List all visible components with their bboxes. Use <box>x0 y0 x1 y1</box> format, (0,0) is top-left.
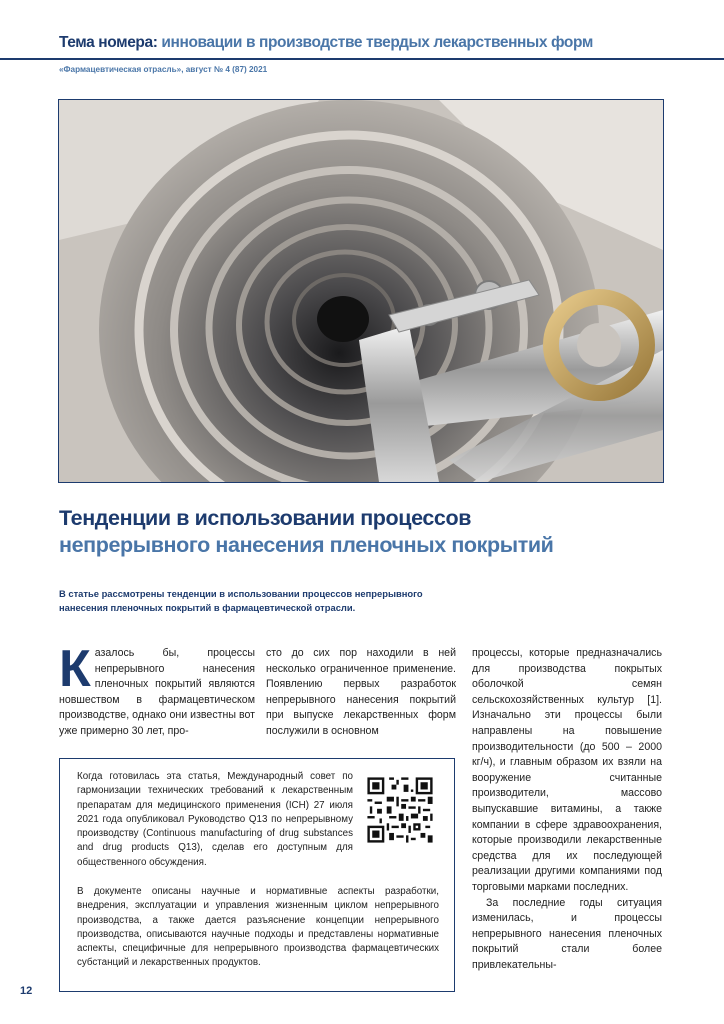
body-column-3 <box>472 646 662 973</box>
article-title-line2: непрерывного нанесения пленочных покрытий <box>59 533 554 557</box>
article-title-line1: Тенденции в использовании процессов <box>59 506 472 530</box>
header-rule <box>0 58 724 60</box>
body-column-1 <box>59 640 255 740</box>
section-topic-label: Тема номера: <box>59 34 158 51</box>
section-header <box>59 34 593 52</box>
section-topic-value: инновации в производстве твердых лекарственных форм <box>161 34 593 51</box>
coating-drum-illustration <box>59 100 663 482</box>
sidebar-text-1: Когда готовилась эта статья, Международный совет по гармонизации технических требований к лекарственным препаратам для медицинского применения (ICH) 27 июля 2021 года опубликовал Руководство Q13 по непрерывному производству (Continuous manufacturing of drug substances and drug products Q13), сделав его доступным для общественного обсуждения. <box>77 771 353 868</box>
body-column-3-paragraph-1: процессы, которые предназначались для производства покрытых оболочкой семян сельскохозяйственных культур [1]. Изначально эти процессы были направлены на повышение производительности (до 500 – 2000 кг/ч), и главным образом их взяли на вооружение считанные производители, массово выпускавшие витамины, а также компании в сфере здравоохранения, которые производили лекарственные средства для их последующей реализации другими компаниями под торговыми марками последних. <box>472 647 662 893</box>
sidebar-text-2: В документе описаны научные и нормативные аспекты разработки, внедрения, эксплуатации и управления жизненным циклом непрерывного производства, а также дается разъяснение концепции непрерывного производства, описываются научные подходы и представлены нормативные аспекты, специфичные для непрерывного производства фармацевтических субстанций и лекарственных продуктов. <box>77 886 439 969</box>
drop-cap: К <box>59 640 91 698</box>
article-lead: В статье рассмотрены тенденции в использовании процессов непрерывного нанесения пленочных покрытий в фармацевтической отрасли. <box>59 588 423 613</box>
body-column-2: сто до сих пор находили в ней несколько ограниченное применение. Появлению первых разработок непрерывного нанесения покрытий при выпуске лекарственных форм послужили в основном <box>266 647 456 737</box>
article-title <box>59 505 679 559</box>
journal-issue: «Фармацевтическая отрасль», август № 4 (87) 2021 <box>59 65 268 74</box>
body-column-1-text: азалось бы, процессы непрерывного нанесения пленочных покрытий являются новшеством в фармацевтическом производстве, однако они известны вот уже примерно 30 лет, про- <box>59 647 255 737</box>
sidebar-box <box>59 758 455 992</box>
page-number: 12 <box>20 985 33 997</box>
qr-code-icon[interactable] <box>365 775 435 845</box>
coating-machine-photo <box>58 99 664 483</box>
body-column-3-paragraph-2: За последние годы ситуация изменилась, и процессы непрерывного нанесения пленочных покрытий стали более привлекательны- <box>472 896 662 971</box>
